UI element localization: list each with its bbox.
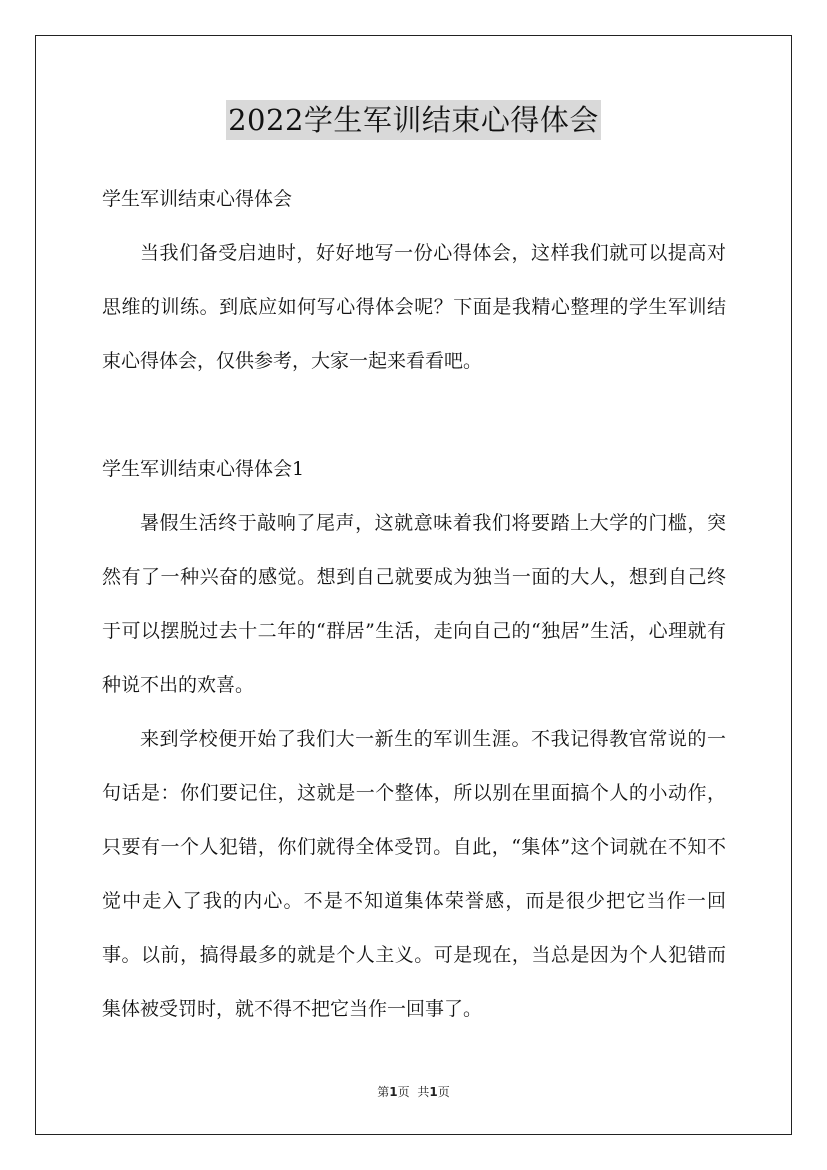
paragraph: 暑假生活终于敲响了尾声，这就意味着我们将要踏上大学的门槛，突然有了一种兴奋的感觉。想到自己就要成为独当一面的大人，想到自己终于可以摆脱过去十二年的“群居”生活，走向自己的“独居”生活，心理就有种说不出的欢喜。	[102, 512, 726, 696]
total-prefix: 共	[417, 1085, 430, 1099]
page-footer	[0, 1083, 827, 1101]
section-heading: 学生军训结束心得体会1	[102, 458, 305, 480]
page-prefix: 第	[377, 1085, 390, 1099]
blank-line	[102, 388, 726, 442]
page-total: 1	[429, 1085, 438, 1099]
section-heading: 学生军训结束心得体会	[102, 188, 293, 210]
document-body	[102, 172, 726, 1036]
title-wrap	[0, 100, 827, 140]
paragraph: 来到学校便开始了我们大一新生的军训生涯。不我记得教官常说的一句话是：你们要记住，这就是一个整体，所以别在里面搞个人的小动作，只要有一个人犯错，你们就得全体受罚。自此，“集体”这个词就在不知不觉中走入了我的内心。不是不知道集体荣誉感，而是很少把它当作一回事。以前，搞得最多的就是个人主义。可是现在，当总是因为个人犯错而集体被受罚时，就不得不把它当作一回事了。	[102, 728, 726, 1020]
paragraph: 当我们备受启迪时，好好地写一份心得体会，这样我们就可以提高对思维的训练。到底应如何写心得体会呢？下面是我精心整理的学生军训结束心得体会，仅供参考，大家一起来看看吧。	[102, 242, 726, 372]
page-suffix: 页	[397, 1085, 410, 1099]
total-suffix: 页	[437, 1085, 450, 1099]
page-current: 1	[389, 1085, 398, 1099]
document-title: 2022学生军训结束心得体会	[226, 100, 601, 140]
